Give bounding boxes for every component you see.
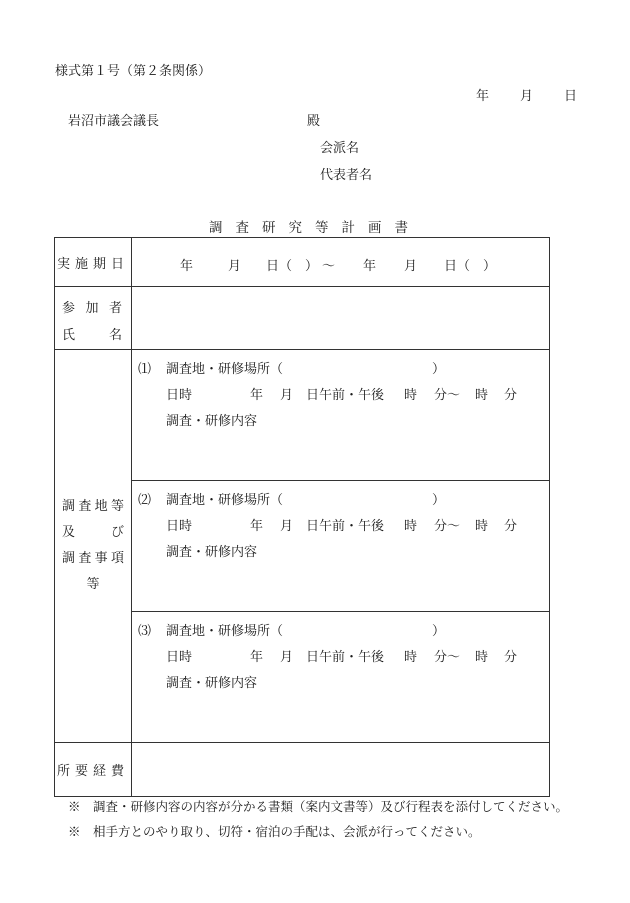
item-number: ⑵	[138, 493, 152, 508]
survey-item: ⑵ 調査地・研修場所（ ） 日時 年 月 日午前・午後 時 分～ 時 分 調査・研修内容	[132, 481, 549, 611]
period-label: 実施期日	[56, 256, 129, 272]
survey-item-1-cell[interactable]	[132, 350, 550, 481]
participants-row	[55, 287, 550, 350]
period-tilde: ～	[322, 259, 336, 274]
addressee: 岩沼市議会議長	[68, 114, 160, 129]
survey-item: ⑴ 調査地・研修場所（ ） 日時 年 月 日午前・午後 時 分～ 時 分 調査・研修内容	[132, 350, 549, 480]
participants-label-cell	[55, 287, 132, 350]
datetime-label: 日時	[166, 519, 193, 534]
period-end-day: 日（ ）	[444, 259, 497, 274]
cost-label: 所要経費	[56, 764, 129, 779]
document-title: 調査研究等計画書	[209, 220, 421, 236]
note-arrangements: ※ 相手方とのやり取り、切符・宿泊の手配は、会派が行ってください。	[68, 824, 481, 839]
item-number: ⑴	[138, 362, 152, 377]
survey-item-3-cell[interactable]	[132, 612, 550, 743]
datetime-label: 日時	[166, 650, 193, 665]
party-name-label: 会派名	[320, 141, 360, 156]
plan-table	[54, 237, 550, 797]
period-start-year: 年	[180, 259, 194, 274]
place-label: 調査地・研修場所（	[166, 624, 284, 639]
survey-label-cell	[55, 350, 132, 743]
cost-row	[55, 743, 550, 797]
period-start-month: 月	[228, 259, 242, 274]
period-start-day: 日（ ）	[266, 259, 319, 274]
close-paren: ）	[432, 362, 446, 377]
datetime-label: 日時	[166, 388, 193, 403]
period-end-month: 月	[404, 259, 418, 274]
period-row	[55, 238, 550, 287]
form-number: 様式第１号（第２条関係）	[55, 64, 212, 79]
survey-label: 調 査 地 等 及 び 調 査 事 項 等	[62, 499, 124, 592]
survey-item-2-cell[interactable]	[132, 481, 550, 612]
close-paren: ）	[432, 493, 446, 508]
cost-label-cell	[55, 743, 132, 797]
cost-value-cell[interactable]	[132, 743, 550, 797]
date-year-label: 年	[476, 89, 490, 104]
honorific: 殿	[307, 114, 321, 129]
participants-label: 参 加 者 氏 名	[62, 301, 122, 343]
survey-item: ⑶ 調査地・研修場所（ ） 日時 年 月 日午前・午後 時 分～ 時 分 調査・研修内容	[132, 612, 549, 742]
note-attachment: ※ 調査・研修内容の内容が分かる書類（案内文書等）及び行程表を添付してください。	[68, 799, 569, 814]
period-label-cell	[55, 238, 132, 287]
content-label: 調査・研修内容	[166, 545, 258, 560]
date-day-label: 日	[564, 89, 578, 104]
period-value-cell[interactable]	[132, 238, 550, 287]
place-label: 調査地・研修場所（	[166, 493, 284, 508]
date-month-label: 月	[520, 89, 534, 104]
item-number: ⑶	[138, 624, 152, 639]
survey-item-row	[55, 350, 550, 481]
close-paren: ）	[432, 624, 446, 639]
representative-label: 代表者名	[320, 168, 373, 183]
place-label: 調査地・研修場所（	[166, 362, 284, 377]
content-label: 調査・研修内容	[166, 676, 258, 691]
participants-value-cell[interactable]	[132, 287, 550, 350]
content-label: 調査・研修内容	[166, 414, 258, 429]
period-end-year: 年	[363, 259, 377, 274]
